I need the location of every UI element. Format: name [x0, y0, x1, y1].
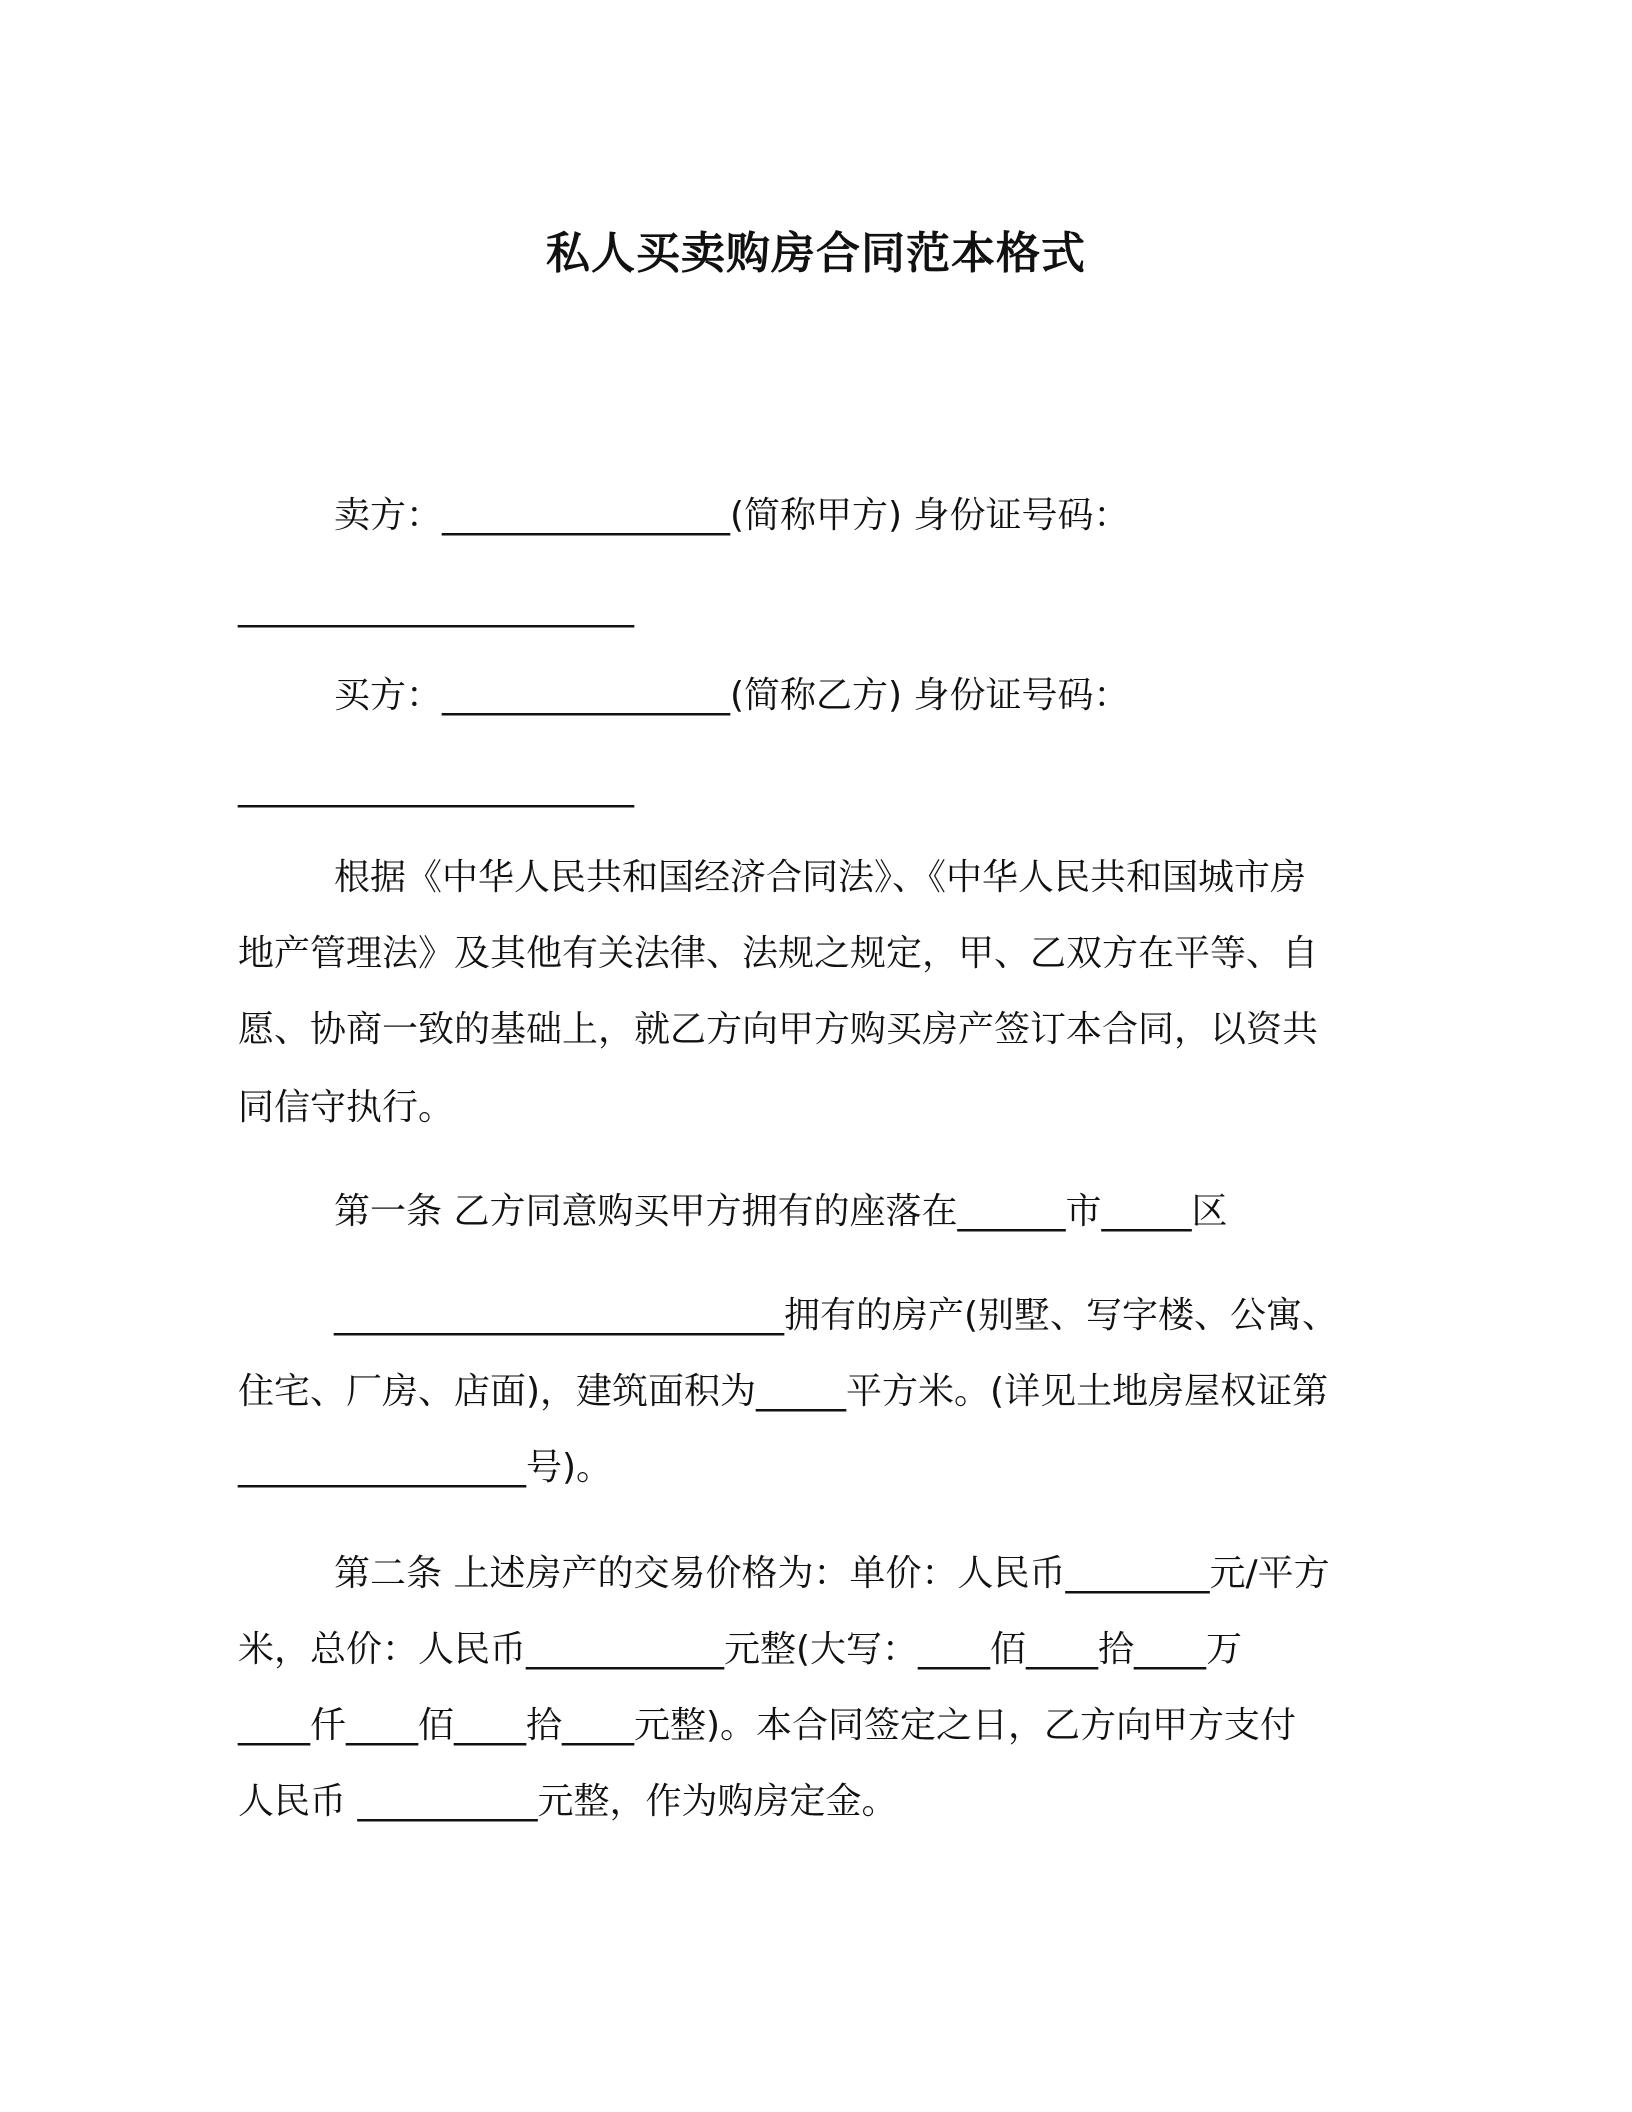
buyer-line: 买方：________________(简称乙方) 身份证号码： [334, 675, 1130, 716]
article-1-line-2: _________________________拥有的房产(别墅、写字楼、公寓、 [334, 1295, 1339, 1336]
article-2-line-1: 第二条 上述房产的交易价格为：单价：人民币________元/平方 [334, 1553, 1330, 1594]
article-2-line-3: ____仟____佰____拾____元整)。本合同签定之日，乙方向甲方支付 [238, 1705, 1297, 1746]
preamble-line-3: 愿、协商一致的基础上，就乙方向甲方购买房产签订本合同，以资共 [238, 1009, 1319, 1050]
article-2-line-2: 米，总价：人民币___________元整(大写：____佰____拾____万 [238, 1629, 1243, 1670]
preamble-line-2: 地产管理法》及其他有关法律、法规之规定，甲、乙双方在平等、自 [238, 933, 1319, 974]
preamble-line-4: 同信守执行。 [238, 1087, 455, 1128]
seller-id-blank: ______________________ [238, 587, 634, 628]
seller-line: 卖方：________________(简称甲方) 身份证号码： [334, 495, 1130, 536]
preamble-line-1: 根据《中华人民共和国经济合同法》、《中华人民共和国城市房 [334, 857, 1307, 898]
article-1-line-3: 住宅、厂房、店面)，建筑面积为_____平方米。(详见土地房屋权证第 [238, 1371, 1329, 1412]
document-title: 私人买卖购房合同范本格式 [546, 228, 1086, 279]
article-2-line-4: 人民币 __________元整，作为购房定金。 [238, 1781, 898, 1822]
buyer-id-blank: ______________________ [238, 767, 634, 808]
article-1-line-4: ________________号)。 [238, 1447, 613, 1488]
article-1-line-1: 第一条 乙方同意购买甲方拥有的座落在______市_____区 [334, 1191, 1228, 1232]
